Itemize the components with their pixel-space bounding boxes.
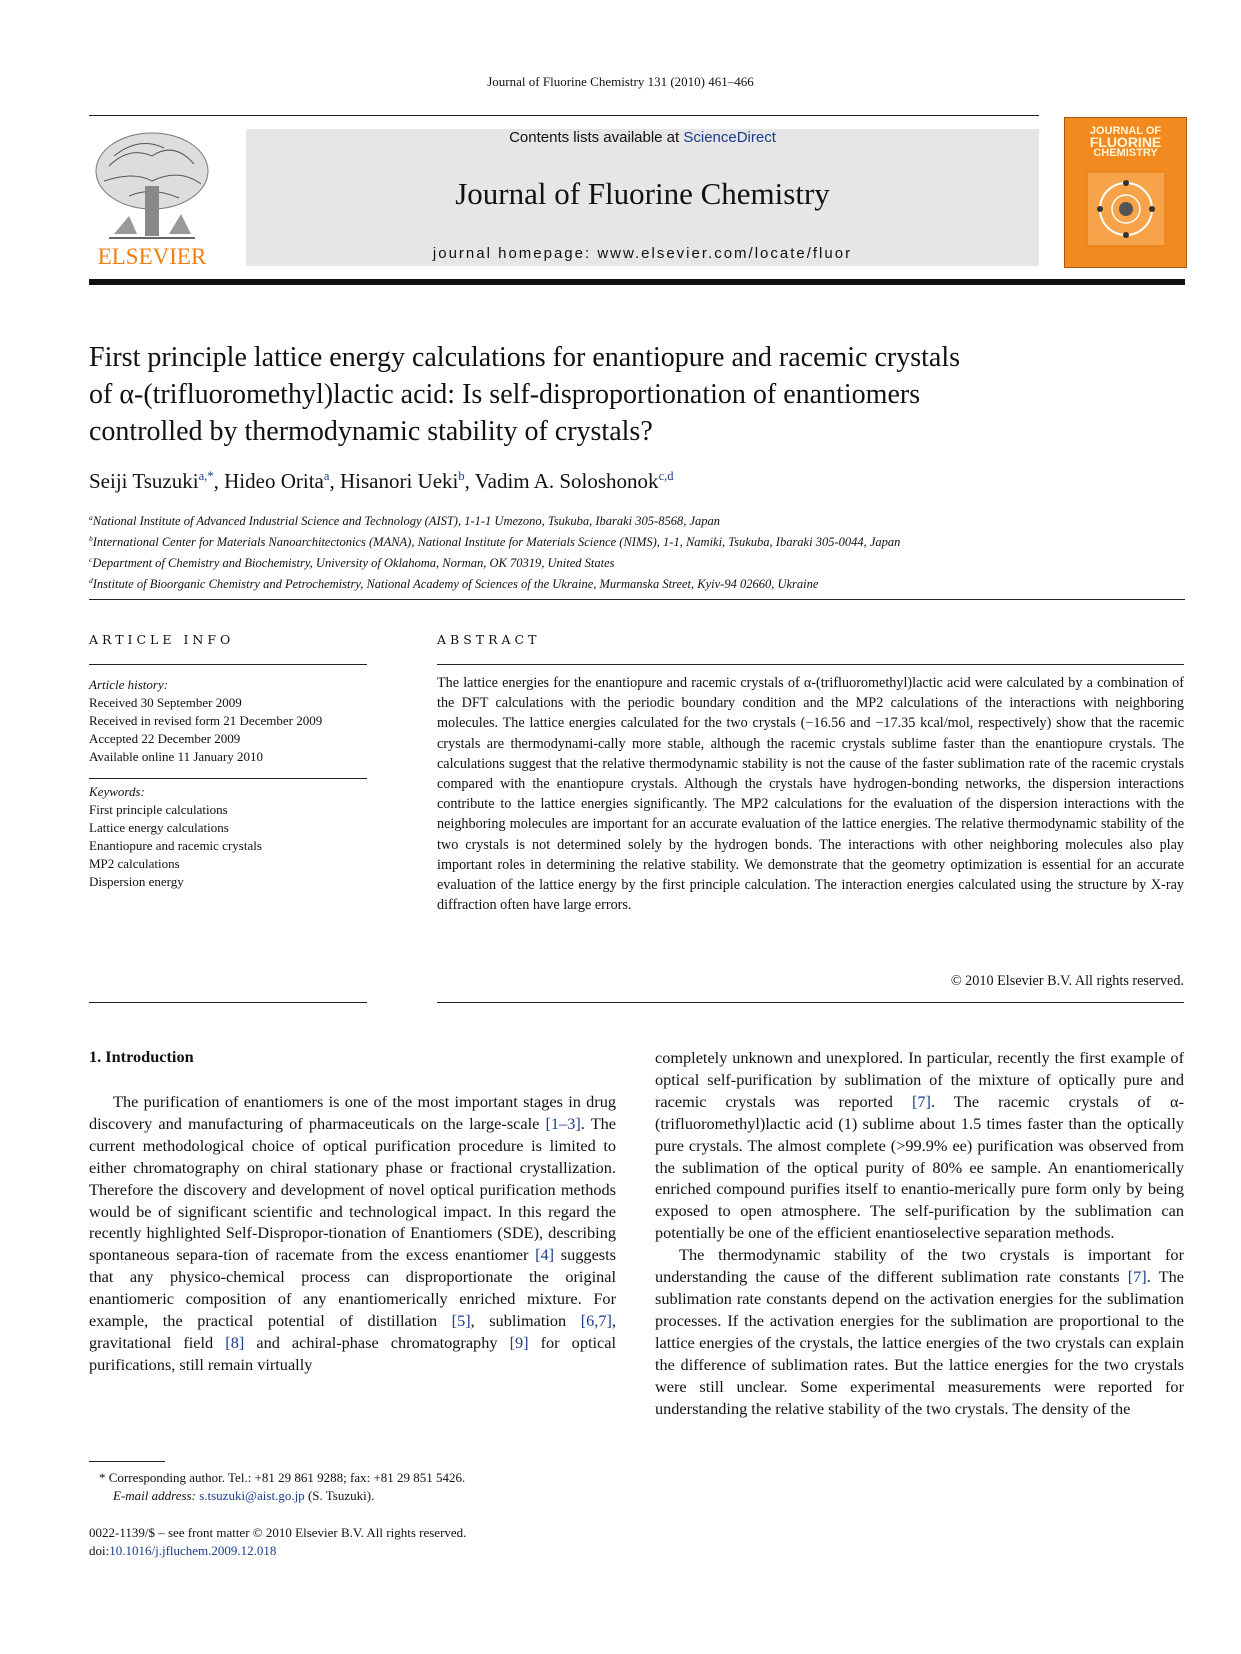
intro-left-column xyxy=(89,1091,616,1376)
intro-paragraph xyxy=(89,1091,616,1376)
contents-line xyxy=(246,129,1039,146)
author-affiliation-marker[interactable]: c,d xyxy=(658,469,674,483)
author-separator: , xyxy=(329,469,340,493)
keyword: Lattice energy calculations xyxy=(89,820,229,835)
elsevier-tree-logo xyxy=(89,126,215,244)
citation-link[interactable]: [7] xyxy=(911,1091,931,1111)
citation-link[interactable]: [1–3] xyxy=(545,1113,581,1133)
citation-link[interactable]: [9] xyxy=(509,1332,529,1352)
title-line: of α-(trifluoromethyl)lactic acid: Is self-disproportionation of enantiomers xyxy=(89,379,921,410)
text-run: . The current methodological choice of optical purification procedure is limited to either chromatography on chiral stationary phase or fractional crystallization. Therefore the discovery and development of novel optical purification methods would be of significant scientific and technological impact. In this regard the recently highlighted Self-Dispropor-tionation of Enantiomers (SDE), describing spontaneous separa-tion of racemate from the excess enantiomer xyxy=(89,1113,617,1265)
cover-title-line: JOURNAL OF xyxy=(1089,125,1162,137)
affiliation-text: National Institute of Advanced Industrial Science and Technology (AIST), 1-1-1 Umezono, Tsukuba, Ibaraki 305-8568, Japan xyxy=(92,514,720,529)
affiliation-rule xyxy=(89,599,1185,600)
affiliation-marker: a xyxy=(89,513,93,522)
title-line: controlled by thermodynamic stability of crystals? xyxy=(89,416,653,447)
header-rule xyxy=(89,115,1039,116)
keywords xyxy=(89,783,369,891)
text-run: completely unknown and unexplored. In particular, recently the first example of optical self-purification by sublimation of the mixture of optically pure and racemic crystals was reported xyxy=(655,1048,1184,1111)
author-affiliation-marker[interactable]: b xyxy=(458,469,465,483)
abstract-rule xyxy=(437,664,1184,665)
history-item: Accepted 22 December 2009 xyxy=(89,731,241,746)
affiliation-text: Department of Chemistry and Biochemistry, University of Oklahoma, Norman, OK 70319, United States xyxy=(92,556,615,571)
article-history xyxy=(89,676,369,766)
abstract-heading: ABSTRACT xyxy=(437,632,541,647)
section-heading-introduction: 1. Introduction xyxy=(89,1047,194,1066)
text-run: The thermodynamic stability of the two crystals is important for understanding the cause of the different sublimation rate constants xyxy=(655,1245,1184,1287)
citation-link[interactable]: [6,7] xyxy=(580,1311,612,1331)
citation-link[interactable]: [5] xyxy=(451,1311,471,1331)
title-line: First principle lattice energy calculations for enantiopure and racemic crystals xyxy=(89,342,961,373)
author-separator: , xyxy=(213,469,225,493)
author-name: Vadim A. Soloshonok xyxy=(474,469,659,493)
affiliation xyxy=(89,509,1189,530)
footnote-text: Corresponding author. Tel.: +81 29 861 9288; fax: +81 29 851 5426. xyxy=(108,1470,466,1485)
cover-title xyxy=(1065,126,1186,159)
article-info-rule xyxy=(89,664,367,665)
author-separator: , xyxy=(464,469,475,493)
abstract-bottom-rule xyxy=(437,1002,1184,1003)
text-run: suggests that any physico-chemical process can disproportionate the original enantiomeric composition of any enantiomerically enriched mixture. For example, the practical potential of distillation xyxy=(89,1245,616,1331)
email-suffix: (S. Tsuzuki). xyxy=(304,1488,375,1503)
intro-paragraph xyxy=(655,1244,1184,1419)
keyword: Dispersion energy xyxy=(89,874,184,889)
doi-prefix: doi: xyxy=(89,1543,110,1558)
cover-title-line: FLUORINE xyxy=(1089,134,1162,150)
text-run: . The racemic crystals of α-(trifluoromethyl)lactic acid (1) sublime about 1.5 times faster than the optically pure crystals. The almost complete (>99.9% ee) purification was observed from the sublimation of the optical purity of 80% ee sample. An enantiomerically enriched compound purifies itself to enantio-merically pure form only by being exposed to open atmosphere. The self-purification by the sublimation can potentially be one of the efficient enantioselective separation methods. xyxy=(655,1091,1184,1243)
text-run: . The sublimation rate constants depend on the activation energies for the sublimation processes. If the activation energies for the sublimation are proportional to the lattice energies of the crystals, the lattice energies of the two crystals can explain the difference of sublimation rates. But the lattice energies for the two crystals were still unclear. Some experimental measurements were reported for understanding the relative stability of the two crystals. The density of the xyxy=(655,1267,1184,1418)
keyword: First principle calculations xyxy=(89,802,228,817)
issn-line: 0022-1139/$ – see front matter © 2010 Elsevier B.V. All rights reserved. xyxy=(89,1525,467,1540)
citation-link[interactable]: [4] xyxy=(535,1245,555,1265)
article-title xyxy=(89,339,1179,450)
keyword: Enantiopure and racemic crystals xyxy=(89,838,262,853)
author-name: Hideo Orita xyxy=(224,469,324,493)
cover-atom-graphic xyxy=(1083,170,1169,250)
affiliation-marker: c xyxy=(89,555,93,565)
author-name: Hisanori Ueki xyxy=(339,469,459,493)
corresponding-author-footnote: * Corresponding author. Tel.: +81 29 861 9288; fax: +81 29 851 5426. E-mail address: s.tsuzuki@aist.go.jp (S. Tsuzuki). xyxy=(99,1470,466,1503)
text-run: , sublimation xyxy=(470,1311,581,1331)
sciencedirect-link[interactable]: ScienceDirect xyxy=(683,129,776,146)
keywords-rule xyxy=(89,778,367,779)
history-label: Article history: xyxy=(89,677,169,692)
text-run: and achiral-phase chromatography xyxy=(244,1332,510,1352)
affiliation-marker: d xyxy=(89,576,93,586)
doi-link[interactable]: 10.1016/j.jfluchem.2009.12.018 xyxy=(109,1543,277,1558)
history-item: Received in revised form 21 December 2009 xyxy=(89,713,323,728)
author-name: Seiji Tsuzuki xyxy=(89,469,199,493)
citation-link[interactable]: [8] xyxy=(225,1332,245,1352)
intro-right-column xyxy=(655,1047,1184,1419)
keyword: MP2 calculations xyxy=(89,856,180,871)
history-item: Available online 11 January 2010 xyxy=(89,749,264,764)
elsevier-wordmark: ELSEVIER xyxy=(97,244,207,269)
affiliation-text: Institute of Bioorganic Chemistry and Petrochemistry, National Academy of Sciences of the Ukraine, Murmanska Street, Kyiv-94 02660, Ukraine xyxy=(92,577,819,592)
email-link[interactable]: s.tsuzuki@aist.go.jp xyxy=(199,1488,305,1503)
email-label: E-mail address: xyxy=(113,1488,200,1503)
abstract-text: The lattice energies for the enantiopure and racemic crystals of α-(trifluoromethyl)lactic acid were calculated by a combination of the DFT calculations with the periodic boundary condition and the MP2 calculations of the interactions with neighboring molecules. The lattice energies calculated for the two crystals (−16.56 and −17.35 kcal/mol, respectively) show that the racemic crystals are thermodynami-cally more stable, although the racemic crystals sublime faster than the enantiopure crystals. The calculations suggest that the relative thermodynamic stability is not the cause of the faster sublimation rate of the racemic crystals compared with the enantiopure crystals. Although the crystals have hydrogen-bonding networks, the dispersion interactions contribute to the lattice energies significantly. The MP2 calculations for the evaluation of the dispersion interactions with the neighboring molecules are important for an accurate evaluation of the lattice energies. The relative thermodynamic stability of the two crystals is not determined solely by the hydrogen bonds. The interactions with other neighboring molecules also play important roles in determining the relative stability. We demonstrate that the geometry optimization is essential for an accurate evaluation of the lattice energy by the first principle calculation. The interaction energies calculated using the structure by X-ray diffraction often have large errors. xyxy=(437,675,1184,914)
cover-title-line: CHEMISTRY xyxy=(1093,147,1158,159)
affiliation xyxy=(89,551,1189,572)
journal-title: Journal of Fluorine Chemistry xyxy=(455,176,830,211)
journal-cover-image xyxy=(1064,117,1187,268)
article-info-heading: ARTICLE INFO xyxy=(89,632,235,647)
author-list xyxy=(89,469,674,494)
intro-paragraph xyxy=(655,1047,1184,1244)
footnote-rule xyxy=(89,1461,165,1462)
affiliation xyxy=(89,530,1189,551)
affiliation xyxy=(89,572,1189,593)
contents-prefix: Contents lists available at xyxy=(509,129,684,146)
info-bottom-rule xyxy=(89,1002,367,1003)
author-affiliation-marker[interactable]: a xyxy=(323,469,330,483)
text-run: , gravitational field xyxy=(89,1311,617,1352)
abstract-copyright: © 2010 Elsevier B.V. All rights reserved. xyxy=(950,973,1184,989)
affiliation-marker: b xyxy=(89,534,93,544)
text-run: for optical purifications, still remain virtually xyxy=(89,1332,616,1374)
history-item: Received 30 September 2009 xyxy=(89,695,242,710)
journal-homepage-link[interactable]: journal homepage: www.elsevier.com/locate/fluor xyxy=(432,245,853,262)
masthead-bottom-rule xyxy=(89,279,1185,285)
running-head: Journal of Fluorine Chemistry 131 (2010) 461–466 xyxy=(487,74,754,89)
text-run: The purification of enantiomers is one of the most important stages in drug discovery and manufacturing of pharmaceuticals on the large-scale xyxy=(89,1092,616,1133)
affiliation-text: International Center for Materials Nanoarchitectonics (MANA), National Institute for Materials Science (NIMS), 1-1, Namiki, Tsukuba, Ibaraki 305-0044, Japan xyxy=(92,535,901,550)
affiliations xyxy=(89,509,1189,594)
author-affiliation-marker[interactable]: a,* xyxy=(198,469,214,483)
front-matter xyxy=(89,1524,689,1560)
citation-link[interactable]: [7] xyxy=(1127,1267,1147,1287)
keywords-label: Keywords: xyxy=(89,784,145,799)
